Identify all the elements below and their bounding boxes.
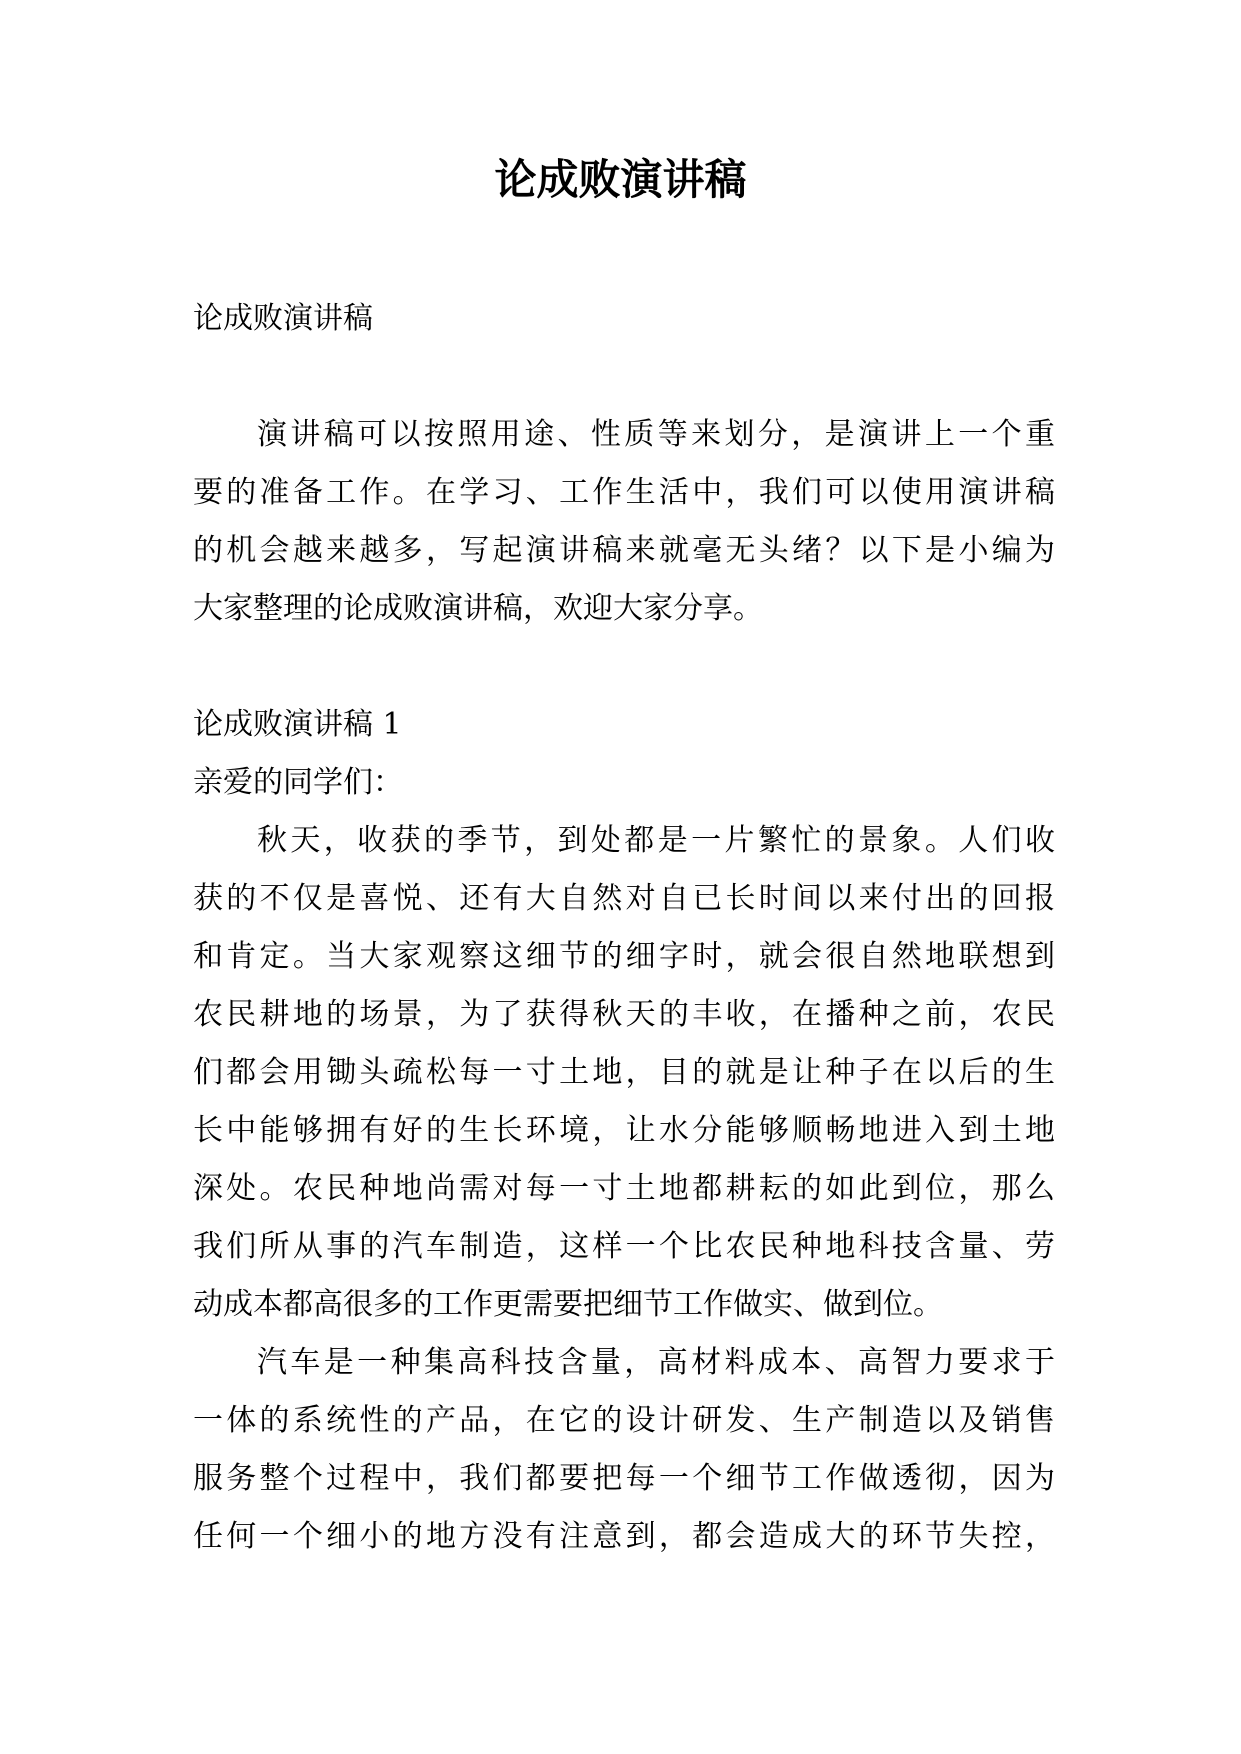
paragraph-line: 长中能够拥有好的生长环境，让水分能够顺畅地进入到土地 [193, 1113, 1055, 1148]
paragraph-line: 动成本都高很多的工作更需要把细节工作做实、做到位。 [193, 1287, 943, 1322]
subtitle: 论成败演讲稿 [193, 301, 373, 336]
intro-line: 演讲稿可以按照用途、性质等来划分，是演讲上一个重 [257, 417, 1055, 452]
spacer [193, 638, 1055, 696]
paragraph-line: 和肯定。当大家观察这细节的细字时，就会很自然地联想到 [193, 939, 1055, 974]
paragraph-line: 获的不仅是喜悦、还有大自然对自已长时间以来付出的回报 [193, 881, 1055, 916]
intro-paragraph [193, 406, 1055, 638]
paragraph-line: 一体的系统性的产品，在它的设计研发、生产制造以及销售 [193, 1403, 1055, 1438]
paragraph-line: 深处。农民种地尚需对每一寸土地都耕耘的如此到位，那么 [193, 1171, 1055, 1206]
document-body [193, 290, 1055, 1566]
section-title: 论成败演讲稿 1 [193, 707, 402, 742]
intro-line: 的机会越来越多，写起演讲稿来就毫无头绪？以下是小编为 [193, 533, 1055, 568]
greeting: 亲爱的同学们： [193, 765, 403, 800]
document-title: 论成败演讲稿 [494, 155, 747, 204]
paragraph-line: 农民耕地的场景，为了获得秋天的丰收，在播种之前，农民 [193, 997, 1055, 1032]
paragraph-line: 任何一个细小的地方没有注意到，都会造成大的环节失控， [193, 1519, 1055, 1554]
paragraph-line: 服务整个过程中，我们都要把每一个细节工作做透彻，因为 [193, 1461, 1055, 1496]
spacer [193, 348, 1055, 406]
paragraph-line: 们都会用锄头疏松每一寸土地，目的就是让种子在以后的生 [193, 1055, 1055, 1090]
paragraph-line: 我们所从事的汽车制造，这样一个比农民种地科技含量、劳 [193, 1229, 1055, 1264]
paragraph-line: 秋天，收获的季节，到处都是一片繁忙的景象。人们收 [257, 823, 1055, 858]
intro-line: 要的准备工作。在学习、工作生活中，我们可以使用演讲稿 [193, 475, 1055, 510]
paragraph-2 [193, 1334, 1055, 1566]
intro-line: 大家整理的论成败演讲稿，欢迎大家分享。 [193, 591, 763, 626]
paragraph-1 [193, 812, 1055, 1334]
paragraph-line: 汽车是一种集高科技含量，高材料成本、高智力要求于 [257, 1345, 1055, 1380]
